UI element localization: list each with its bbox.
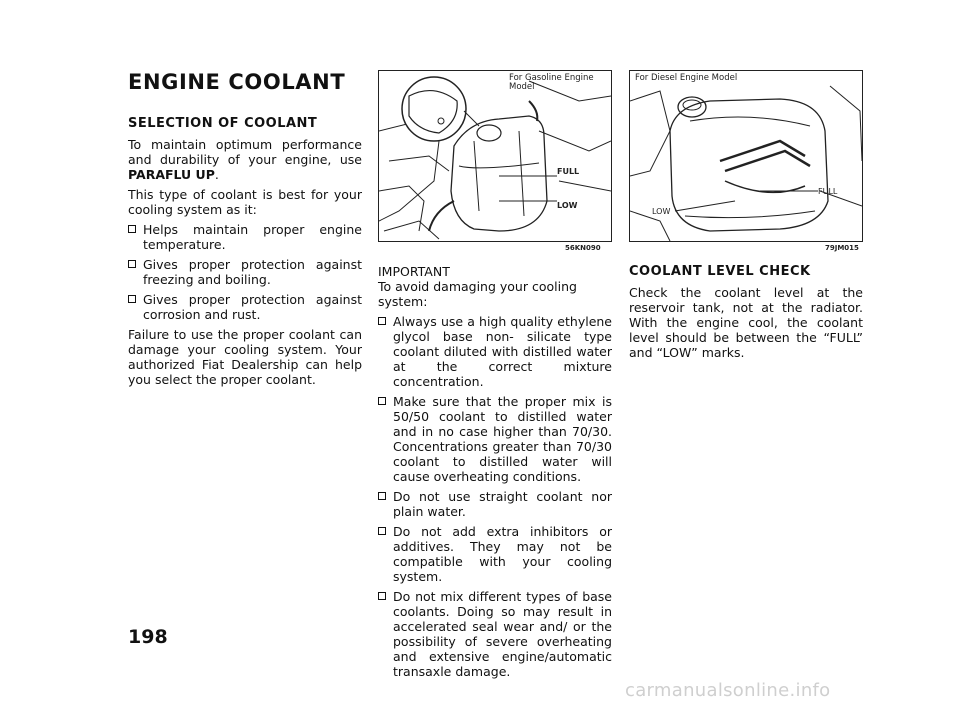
gasoline-reservoir-illustration <box>379 71 611 241</box>
list-item: Do not add extra inhibitors or additives. They may not be compatible with your cooling system. <box>378 524 612 584</box>
important-intro: To avoid damaging your cooling system: <box>378 279 577 309</box>
list-item: Do not use straight coolant nor plain water. <box>378 489 612 519</box>
figure-code: 79JM015 <box>825 244 859 252</box>
intro-text: To maintain optimum performance and durability of your engine, use <box>128 137 362 167</box>
page-title: ENGINE COOLANT <box>128 70 346 94</box>
product-name: PARAFLU UP <box>128 167 215 182</box>
list-item: Gives proper protection against corrosion and rust. <box>128 292 362 322</box>
figure-diesel-reservoir <box>629 70 863 242</box>
figure-code: 56KN090 <box>565 244 601 252</box>
column-right <box>629 264 863 365</box>
watermark: carmanualsonline.info <box>625 680 831 701</box>
intro-end: . <box>214 167 219 182</box>
benefit-list <box>128 222 362 322</box>
paragraph-level-check: Check the coolant level at the reservoir tank, not at the radiator. With the engine cool, the coolant level should be between the “FULL” and “LOW” marks. <box>629 285 863 360</box>
important-list <box>378 314 612 679</box>
checkbox-bullet-icon <box>128 260 136 268</box>
column-left <box>128 70 362 387</box>
full-mark-label: FULL <box>557 167 580 176</box>
list-item: Make sure that the proper mix is 50/50 coolant to distilled water and in no case higher than 70/30. Concentrations greater than 70/30 coolant to distilled water will cause overheating conditions. <box>378 394 612 484</box>
figure-caption: For Gasoline Engine Model <box>509 73 594 92</box>
page-number: 198 <box>128 626 168 648</box>
list-item: Always use a high quality ethylene glycol base non- silicate type coolant diluted with distilled water at the correct mixture concentration. <box>378 314 612 389</box>
list-item: Helps maintain proper engine temperature. <box>128 222 362 252</box>
list-item: Do not mix different types of base coolants. Doing so may result in accelerated seal wear and/ or the possibility of severe overheating and extensive engine/automatic transaxle damage. <box>378 589 612 679</box>
checkbox-bullet-icon <box>378 592 386 600</box>
checkbox-bullet-icon <box>128 225 136 233</box>
figure-gasoline-reservoir <box>378 70 612 242</box>
section-heading-selection: SELECTION OF COOLANT <box>128 116 318 131</box>
full-mark-label: FULL <box>818 187 838 196</box>
checkbox-bullet-icon <box>378 397 386 405</box>
low-mark-label: LOW <box>557 201 578 210</box>
checkbox-bullet-icon <box>378 527 386 535</box>
figure-caption: For Diesel Engine Model <box>635 73 738 83</box>
paragraph-intro <box>128 137 362 182</box>
paragraph-type: This type of coolant is best for your cooling system as it: <box>128 187 362 217</box>
list-item: Gives proper protection against freezing and boiling. <box>128 257 362 287</box>
checkbox-bullet-icon <box>378 317 386 325</box>
low-mark-label: LOW <box>652 207 671 216</box>
paragraph-warning: Failure to use the proper coolant can damage your cooling system. Your authorized Fiat Dealership can help you select the proper coolant. <box>128 327 362 387</box>
checkbox-bullet-icon <box>128 295 136 303</box>
section-heading-level-check: COOLANT LEVEL CHECK <box>629 264 811 279</box>
column-middle <box>378 264 612 684</box>
important-heading: IMPORTANT <box>378 264 450 279</box>
checkbox-bullet-icon <box>378 492 386 500</box>
